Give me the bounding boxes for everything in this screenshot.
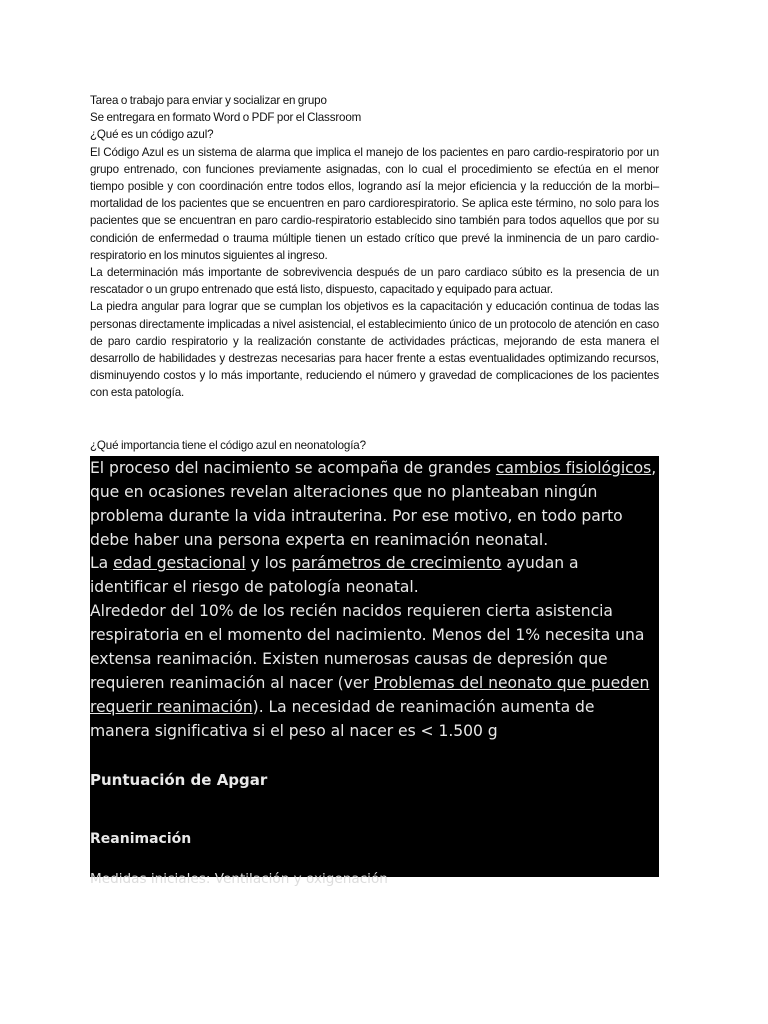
resp-text-b: ). La necesidad de reanimación aumenta de manera significativa si el peso al nacer es < 1.500 g (90, 697, 595, 740)
resp-text-a: Alrededor del 10% de los recién nacidos requieren cierta asistencia respiratoria en el momento del nacimiento. Menos del 1% necesita una extensa reanimación. Existen numerosas causas de depresión que requieren reanimación al nacer (ver (90, 602, 645, 693)
essay-body (90, 144, 659, 402)
gest-text-c: ayudan a identificar el riesgo de patología neonatal. (90, 554, 579, 597)
link-parametros-crecimiento[interactable]: parámetros de crecimiento (291, 554, 502, 573)
essay-paragraph-2: La determinación más importante de sobrevivencia después de un paro cardiaco súbito es la presencia de un rescatador o un grupo entrenado que está listo, dispuesto, capacitado y equipado para actuar. (90, 266, 659, 297)
gest-text-a: La (90, 554, 114, 573)
question-1: ¿Qué es un código azul? (90, 128, 214, 142)
essay-paragraph-1: El Código Azul es un sistema de alarma que implica el manejo de los pacientes en paro cardio-respiratorio por un grupo entrenado, con funciones previamente asignadas, con lo cual el procedimiento se efectúa en el menor tiempo posible y con coordinación entre todos ellos, logrando así la mejor eficiencia y la reducción de la morbi–mortalidad de los pacientes que se encuentren en paro cardiorespiratorio. Se aplica este término, no solo para los pacientes que se encuentran en paro cardio-respiratorio establecido sino también para todos aquellos que por su condición de enfermedad o trauma múltiple tienen un estado crítico que prevé la inminencia de un paro cardio-respiratorio en los minutos siguientes al ingreso. (90, 145, 659, 262)
question-2: ¿Qué importancia tiene el código azul en neonatología? (90, 438, 366, 452)
gest-text-b: y los (245, 554, 292, 573)
birth-text-a: El proceso del nacimiento se acompaña de grandes (90, 458, 496, 477)
subheading-medidas-iniciales: Medidas iniciales: Ventilación y oxigenación (90, 870, 388, 887)
link-problemas-neonato[interactable]: Problemas del neonato que pueden requerir reanimación (90, 674, 650, 716)
respiratory-assistance-paragraph (90, 600, 659, 743)
assignment-line-2: Se entregara en formato Word o PDF por el Classroom (90, 111, 362, 125)
heading-reanimacion: Reanimación (90, 830, 192, 847)
document-page (90, 92, 659, 887)
essay-paragraph-3: La piedra angular para lograr que se cumplan los objetivos es la capacitación y educación continua de todas las personas directamente implicadas a nivel asistencial, el establecimiento único de un protocolo de atención en caso de paro cardio respiratorio y la realización constante de actividades prácticas, mejorando de esta manera el desarrollo de habilidades y destrezas necesarias para hacer frente a estas eventualidades optimizando recursos, disminuyendo costos y lo más importante, reduciendo el número y gravedad de complicaciones de los pacientes con esta patología. (90, 300, 659, 400)
link-cambios-fisiologicos[interactable]: cambios fisiológicos (495, 458, 652, 477)
birth-text-b: , que en ocasiones revelan alteraciones que no planteaban ningún problema durante la vida intrauterina. Por ese motivo, en todo parto debe haber una persona experta en reanimación neonatal. (90, 458, 657, 549)
birth-process-paragraph (90, 457, 659, 553)
assignment-line-1: Tarea o trabajo para enviar y socializar en grupo (90, 94, 327, 107)
heading-apgar: Puntuación de Apgar (90, 770, 268, 789)
neonatal-highlight-block (90, 456, 659, 887)
link-edad-gestacional[interactable]: edad gestacional (113, 554, 246, 573)
gestational-age-paragraph (90, 552, 659, 600)
